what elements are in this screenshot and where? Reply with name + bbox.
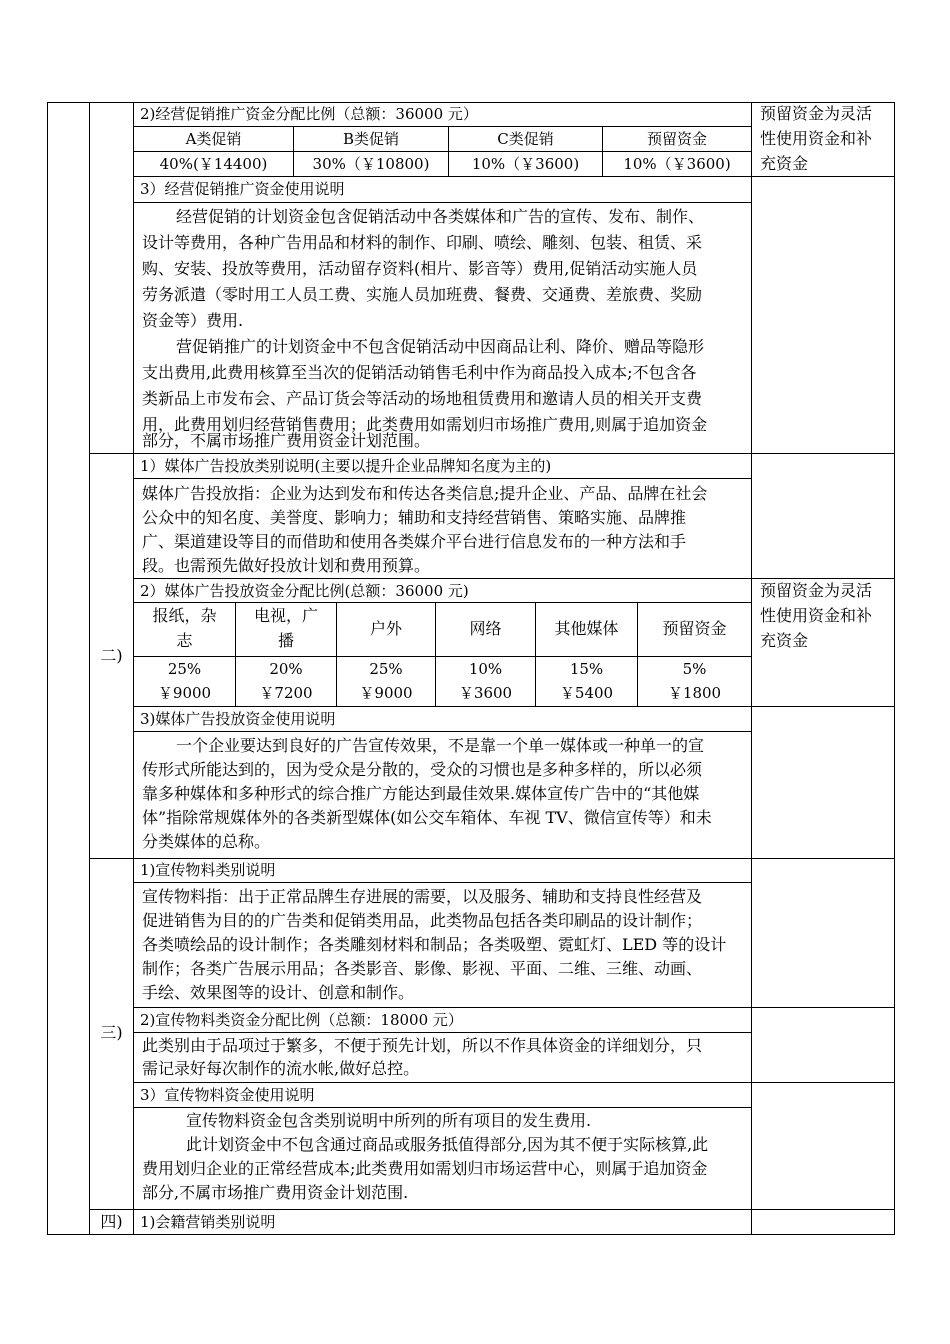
s1-alloc-title: 2)经营促销推广资金分配比例（总额：36000 元） xyxy=(140,105,478,123)
s2-pct: 25% xyxy=(167,660,202,678)
s3-alloc-line: 需记录好每次制作的流水帐,做好总控。 xyxy=(142,1059,420,1078)
s2-header-print: 报纸，杂 xyxy=(152,606,217,625)
s3-type-line: 宣传物料指：出于正常品牌生存进展的需要，以及服务、辅助和支持良性经营及 xyxy=(142,887,703,906)
s1-usage-line: 劳务派遣（零时用工人员工费、实施人员加班费、餐费、交通费、差旅费、奖励 xyxy=(142,285,703,304)
s2-header-outdoor: 户外 xyxy=(369,619,402,638)
s1-usage-line: 用，此费用划归经营销售费用；此类费用如需划归市场推广费用,则属于追加资金 xyxy=(142,415,708,434)
s3-type-title: 1)宣传物料类别说明 xyxy=(140,861,276,879)
s1-value-a: 40%(￥14400) xyxy=(159,155,268,173)
table-border xyxy=(894,102,895,1235)
s1-value-reserve: 10%（￥3600) xyxy=(623,155,731,173)
s1-value-b: 30%（￥10800) xyxy=(312,155,430,173)
s1-usage-line: 设计等费用，各种广告用品和材料的制作、印刷、喷绘、雕刻、包装、租赁、采 xyxy=(142,233,703,252)
s3-usage-line: 部分,不属市场推广费用资金计划范围. xyxy=(142,1183,409,1202)
s1-header-reserve: 预留资金 xyxy=(646,130,707,148)
section-label: 四) xyxy=(100,1212,123,1231)
s2-header-tv: 电视，广 xyxy=(253,606,318,625)
s2-header-reserve: 预留资金 xyxy=(662,619,727,638)
s2-header-print: 志 xyxy=(176,631,193,650)
s3-alloc-title: 2)宣传物料类资金分配比例（总额：18000 元） xyxy=(140,1011,463,1029)
s1-value-c: 10%（￥3600) xyxy=(471,155,580,173)
s3-usage-line: 此计划资金中不包含通过商品或服务抵值得部分,因为其不便于实际核算,此 xyxy=(186,1135,709,1154)
s1-usage-line: 资金等）费用. xyxy=(142,311,244,330)
s3-type-line: 手绘、效果图等的设计、创意和制作。 xyxy=(142,983,415,1002)
s2-usage-line: 靠多种媒体和多种形式的综合推广方能达到最佳效果.媒体宣传广告中的“其他媒 xyxy=(142,784,700,803)
s2-alloc-title: 2）媒体广告投放资金分配比例(总额：36000 元) xyxy=(140,582,469,600)
s1-note-line: 预留资金为灵活 xyxy=(760,104,873,123)
s2-type-line: 公众中的知名度、美誉度、影响力；辅助和支持经营销售、策略实施、品牌推 xyxy=(142,508,687,527)
s2-usage-title: 3)媒体广告投放资金使用说明 xyxy=(140,710,336,728)
s1-usage-line: 支出费用,此费用核算至当次的促销活动销售毛利中作为商品投入成本;不包含各 xyxy=(142,363,697,382)
s1-usage-line: 营促销推广的计划资金中不包含促销活动中因商品让利、降价、赠品等隐形 xyxy=(176,337,705,356)
s2-pct: 20% xyxy=(269,660,303,678)
s2-header-other: 其他媒体 xyxy=(554,619,619,638)
table-border xyxy=(47,102,48,1235)
section-label: 三) xyxy=(100,1023,123,1042)
s2-type-line: 广、渠道建设等目的而借助和使用各类媒介平台进行信息发布的一种方法和手 xyxy=(142,532,687,551)
s2-amount: ￥7200 xyxy=(259,684,313,702)
s1-usage-line: 部分，不属市场推广费用资金计划范围。 xyxy=(142,431,431,450)
s2-header-online: 网络 xyxy=(469,619,502,638)
s2-type-line: 段。也需预先做好投放计划和费用预算。 xyxy=(142,556,431,575)
s1-usage-title: 3）经营促销推广资金使用说明 xyxy=(140,180,345,198)
s3-usage-line: 宣传物料资金包含类别说明中所列的所有项目的发生费用. xyxy=(186,1111,592,1130)
s2-pct: 15% xyxy=(569,660,604,678)
s1-usage-line: 经营促销的计划资金包含促销活动中各类媒体和广告的宣传、发布、制作、 xyxy=(176,207,705,226)
s2-amount: ￥3600 xyxy=(458,684,513,702)
s3-type-line: 促进销售为目的的广告类和促销类用品，此类物品包括各类印刷品的设计制作； xyxy=(142,911,703,930)
section-label: 二) xyxy=(100,646,123,665)
s2-usage-line: 传形式所能达到的，因为受众是分散的，受众的习惯也是多种多样的，所以必须 xyxy=(142,760,703,779)
s2-usage-line: 分类媒体的总称。 xyxy=(142,832,271,851)
s2-amount: ￥5400 xyxy=(559,684,614,702)
s2-amount: ￥9000 xyxy=(157,684,212,702)
s1-header-a: A类促销 xyxy=(185,130,242,148)
s2-amount: ￥1800 xyxy=(667,684,722,702)
s3-type-line: 制作；各类广告展示用品；各类影音、影像、影视、平面、二维、三维、动画、 xyxy=(142,959,703,978)
s1-header-c: C类促销 xyxy=(497,130,554,148)
s2-pct: 25% xyxy=(369,660,403,678)
s1-usage-line: 购、安装、投放等费用，活动留存资料(相片、影音等）费用,促销活动实施人员 xyxy=(142,259,698,278)
s2-pct: 10% xyxy=(468,660,503,678)
s2-note-line: 预留资金为灵活 xyxy=(760,581,873,600)
s1-note-line: 充资金 xyxy=(760,154,809,173)
s3-usage-line: 费用划归企业的正常经营成本;此类费用如需划归市场运营中心，则属于追加资金 xyxy=(142,1159,708,1178)
s2-type-line: 媒体广告投放指：企业为达到发布和传达各类信息;提升企业、产品、品牌在社会 xyxy=(142,484,708,503)
s2-header-tv: 播 xyxy=(277,631,294,650)
s3-type-line: 各类喷绘品的设计制作；各类雕刻材料和制品；各类吸塑、霓虹灯、LED 等的设计 xyxy=(142,935,727,954)
s2-pct: 5% xyxy=(682,660,707,678)
s3-usage-title: 3）宣传物料资金使用说明 xyxy=(140,1086,315,1104)
table-border xyxy=(751,102,752,1235)
s3-alloc-line: 此类别由于品项过于繁多，不便于预先计划，所以不作具体资金的详细划分，只 xyxy=(142,1036,703,1055)
s2-usage-line: 一个企业要达到良好的广告宣传效果，不是靠一个单一媒体或一种单一的宣 xyxy=(176,736,705,755)
s2-note-line: 充资金 xyxy=(760,631,809,650)
s4-type-title: 1)会籍营销类别说明 xyxy=(140,1213,276,1231)
s2-type-title: 1）媒体广告投放类别说明(主要以提升企业品牌知名度为主的) xyxy=(140,457,552,475)
s2-amount: ￥9000 xyxy=(359,684,413,702)
s2-usage-line: 体”指除常规媒体外的各类新型媒体(如公交车箱体、车视 TV、微信宣传等）和未 xyxy=(142,808,712,827)
s1-note-line: 性使用资金和补 xyxy=(760,129,873,148)
s1-header-b: B类促销 xyxy=(342,130,400,148)
s1-usage-line: 类新品上市发布会、产品订货会等活动的场地租赁费用和邀请人员的相关开支费 xyxy=(142,389,703,408)
row-divider xyxy=(133,202,751,203)
s2-note-line: 性使用资金和补 xyxy=(760,606,873,625)
